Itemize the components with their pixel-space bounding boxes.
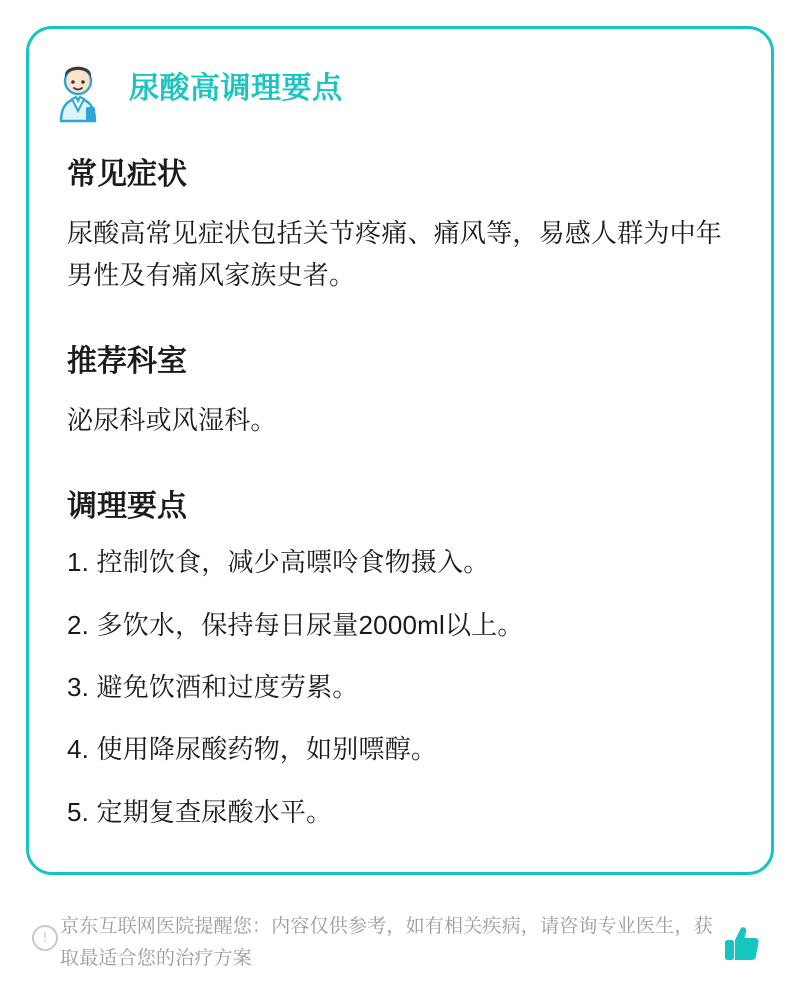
section-body-symptoms: 尿酸高常见症状包括关节疼痛、痛风等，易感人群为中年男性及有痛风家族史者。 [67,218,723,291]
info-icon: ! [32,925,58,951]
list-item: 5. 定期复查尿酸水平。 [67,796,333,827]
footer-text: 京东互联网医院提醒您：内容仅供参考，如有相关疾病，请咨询专业医生，获取最适合您的治疗方案 [60,915,713,970]
page-title: 尿酸高调理要点 [129,72,343,105]
section-body-department: 泌尿科或风湿科。 [67,405,277,436]
thumbs-up-icon[interactable] [724,923,760,963]
list-item: 3. 避免饮酒和过度劳累。 [67,671,359,702]
section-heading-department: 推荐科室 [67,345,187,379]
list-item: 2. 多饮水，保持每日尿量2000ml以上。 [67,609,524,640]
info-card [26,26,774,875]
list-item: 4. 使用降尿酸药物，如别嘌醇。 [67,734,438,765]
doctor-avatar-icon [39,51,117,129]
section-heading-symptoms: 常见症状 [67,158,187,191]
points-list [67,542,733,831]
list-item: 1. 控制饮食，减少高嘌呤食物摄入。 [67,547,490,578]
section-heading-points: 调理要点 [67,490,187,524]
footer-disclaimer [26,901,774,987]
